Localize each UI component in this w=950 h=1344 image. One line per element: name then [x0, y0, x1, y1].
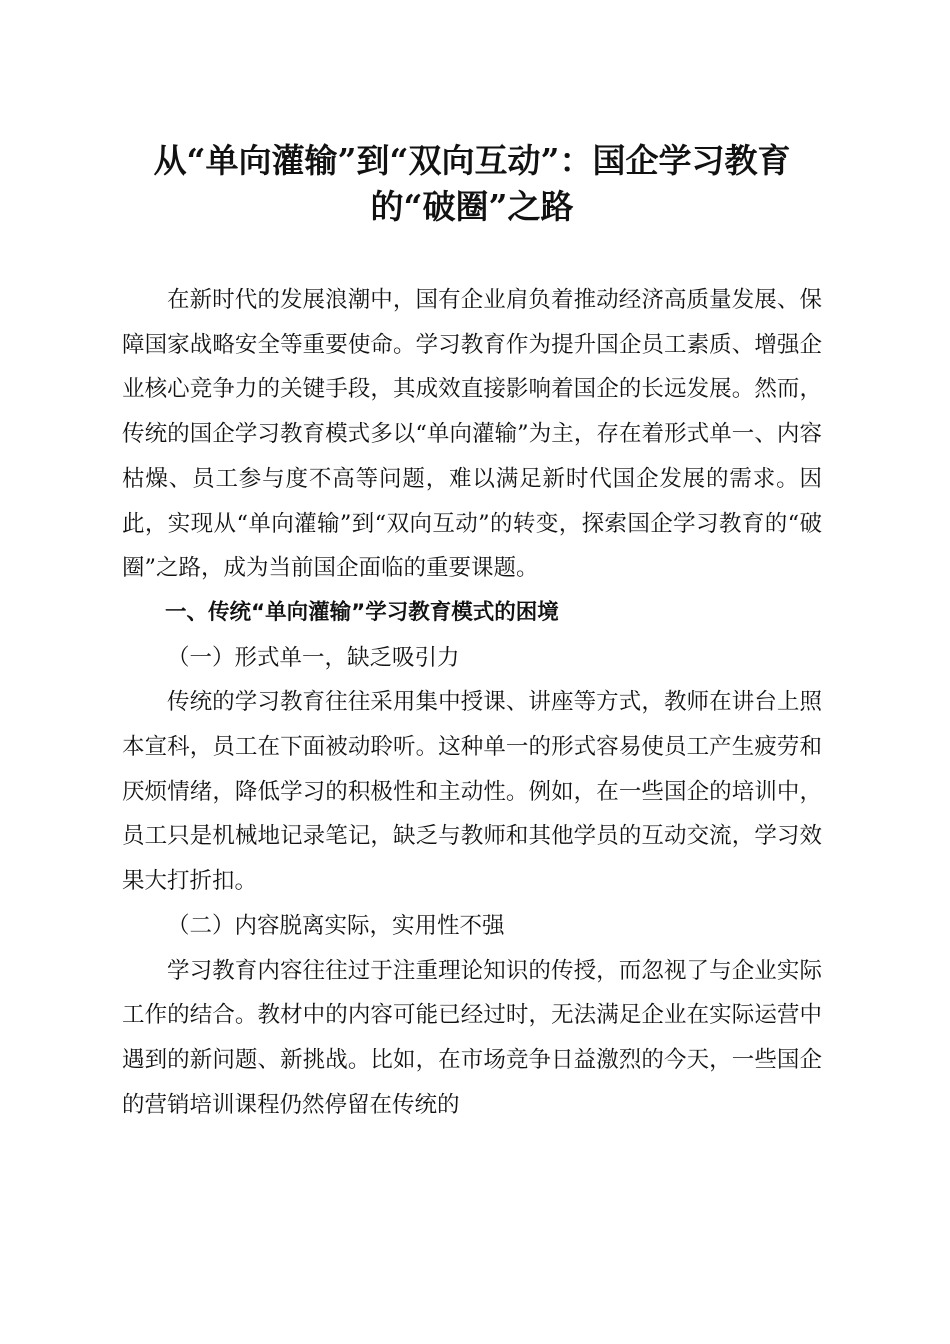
subsection-heading-2: （二）内容脱离实际，实用性不强	[167, 912, 505, 939]
subsection-heading-1: （一）形式单一，缺乏吸引力	[167, 644, 460, 671]
intro-paragraph: 在新时代的发展浪潮中，国有企业肩负着推动经济高质量发展、保障国家战略安全等重要使命。学习教育作为提升国企员工素质、增强企业核心竞争力的关键手段，其成效直接影响着国企的长远发展。然而，传统的国企学习教育模式多以“单向灌输”为主，存在着形式单一、内容枯燥、员工参与度不高等问题，难以满足新时代国企发展的需求。因此，实现从“单向灌输”到“双向互动”的转变，探索国企学习教育的“破圈”之路，成为当前国企面临的重要课题。	[122, 287, 822, 582]
subsection-1-paragraph: 传统的学习教育往往采用集中授课、讲座等方式，教师在讲台上照本宣科，员工在下面被动聆听。这种单一的形式容易使员工产生疲劳和厌烦情绪，降低学习的积极性和主动性。例如，在一些国企的培训中，员工只是机械地记录笔记，缺乏与教师和其他学员的互动交流，学习效果大打折扣。	[122, 689, 822, 895]
subsection-2-paragraph: 学习教育内容往往过于注重理论知识的传授，而忽视了与企业实际工作的结合。教材中的内容可能已经过时，无法满足企业在实际运营中遇到的新问题、新挑战。比如，在市场竞争日益激烈的今天，一些国企的营销培训课程仍然停留在传统的	[122, 957, 822, 1118]
document-body	[122, 278, 822, 1127]
document-title: 从“单向灌输”到“双向互动”：国企学习教育的“破圈”之路	[153, 141, 791, 226]
section-heading-1: 一、传统“单向灌输”学习教育模式的困境	[165, 599, 559, 625]
document-page	[122, 138, 822, 1127]
